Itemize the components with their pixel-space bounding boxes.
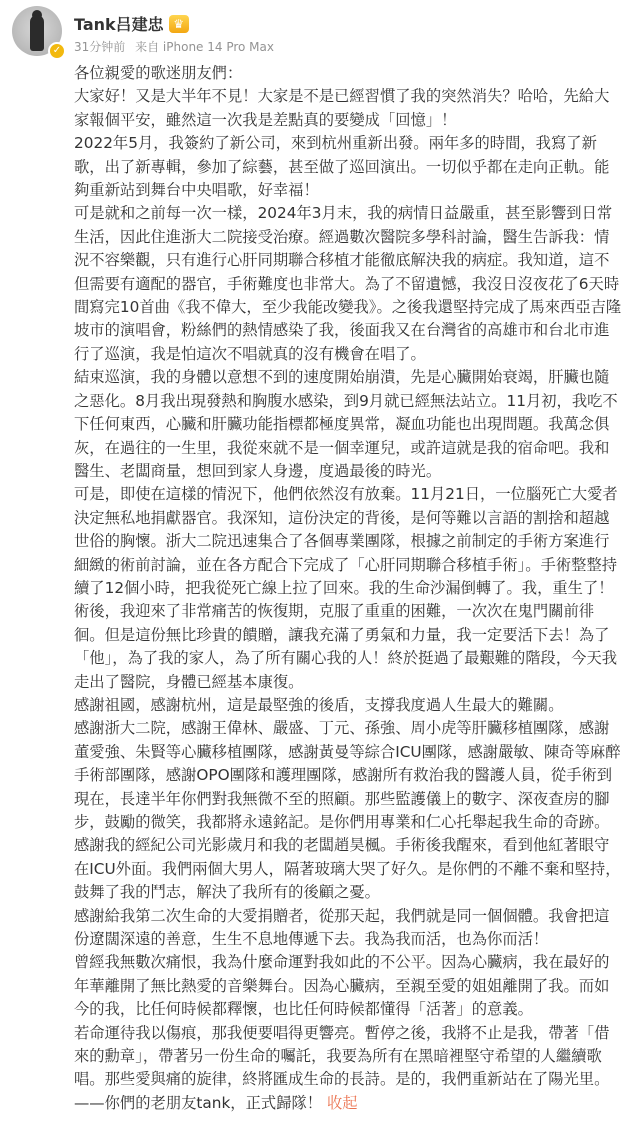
- paragraph: 感謝給我第二次生命的大愛捐贈者，從那天起，我們就是同一個個體。我會把這份遼闊深遠的善意，生生不息地傳遞下去。我為我而活，也為你而活！: [74, 906, 610, 949]
- post-header: [0, 0, 630, 62]
- paragraph: 感謝我的經紀公司光影歲月和我的老闆趙昊楓。手術後我醒來，看到他紅著眼守在ICU外面。我們兩個大男人，隔著玻璃大哭了好久。是你們的不離不棄和堅持，鼓舞了我的鬥志，解決了我所有的後顧之憂。: [74, 836, 621, 902]
- verified-badge-icon: ✓: [48, 42, 66, 60]
- post-source: 来自 iPhone 14 Pro Max: [135, 40, 274, 54]
- crown-badge-icon[interactable]: ♛: [169, 15, 189, 33]
- paragraph: 大家好！又是大半年不見！大家是不是已經習慣了我的突然消失？哈哈，先給大家報個平安，雖然這一次我是差點真的要變成「回憶」！: [74, 87, 610, 129]
- collapse-link[interactable]: 收起: [326, 1093, 358, 1112]
- paragraph: 若命運待我以傷痕，那我便要唱得更響亮。暫停之後，我將不止是我，帶著「借來的勳章」，帶著另一份生命的囑託，我要為所有在黑暗裡堅守希望的人繼續歌唱。那些愛與痛的旋律，終將匯成生命的長詩。是的，我們重新站在了陽光里。: [74, 1023, 610, 1089]
- paragraph: 感謝祖國，感謝杭州，這是最堅強的後盾，支撐我度過人生最大的難關。: [74, 695, 564, 714]
- paragraph: 術後，我迎來了非常痛苦的恢復期，克服了重重的困難，一次次在鬼門關前徘徊。但是這份無比珍貴的饋贈，讓我充滿了勇氣和力量，我一定要活下去！為了「他」，為了我的家人，為了所有關心我的人！終於挺過了最艱難的階段，今天我走出了醫院，身體已經基本康復。: [74, 602, 618, 691]
- paragraph-greeting: 各位親愛的歌迷朋友們：: [74, 64, 243, 82]
- paragraph: 2022年5月，我簽約了新公司，來到杭州重新出發。兩年多的時間，我寫了新歌，出了新專輯，參加了綜藝，甚至做了巡回演出。一切似乎都在走向正軌。能夠重新站到舞台中央唱歌，好幸福！: [74, 134, 610, 200]
- paragraph: 感謝浙大二院，感謝王偉林、嚴盛、丁元、孫強、周小虎等肝臟移植團隊，感謝董愛強、朱賢等心臟移植團隊，感謝黃曼等綜合ICU團隊，感謝嚴敏、陳奇等麻醉手術部團隊，感謝OPO團隊和護理團隊，感謝所有救治我的醫護人員，從手術到現在，長達半年你們對我無微不至的照顧。那些監護儀上的數字、深夜查房的腳步，鼓勵的微笑，我都將永遠銘記。是你們用專業和仁心托舉起我生命的奇跡。: [74, 719, 621, 831]
- paragraph: 可是就和之前每一次一樣，2024年3月末，我的病情日益嚴重，甚至影響到日常生活，因此住進浙大二院接受治療。經過數次醫院多學科討論，醫生告訴我：情況不容樂觀，只有進行心肝同期聯合移植才能徹底解決我的病症。我知道，這不但需要有適配的器官，手術難度也非常大。為了不留遺憾，我沒日沒夜花了6天時間寫完10首曲《我不偉大，至少我能改變我》。之後我還堅持完成了馬來西亞吉隆坡市的演唱會，粉絲們的熱情感染了我，後面我又在台灣省的高雄市和台北市進行了巡演，我是怕這次不唱就真的沒有機會在唱了。: [74, 204, 622, 363]
- avatar-figure: [30, 15, 44, 51]
- post-meta: [74, 38, 274, 55]
- post-time: 31分钟前: [74, 40, 126, 54]
- paragraph-signoff: [74, 1092, 622, 1115]
- post-body: [74, 62, 622, 1115]
- signoff-text: ——你們的老朋友tank，正式歸隊！: [74, 1093, 323, 1112]
- paragraph: 曾經我無數次痛恨，我為什麼命運對我如此的不公平。因為心臟病，我在最好的年華離開了無比熱愛的音樂舞台。因為心臟病，至親至愛的姐姐離開了我。而如今的我，比任何時候都釋懷，也比任何時候都懂得「活著」的意義。: [74, 953, 610, 1019]
- author-row: [74, 12, 189, 35]
- paragraph: 結束巡演，我的身體以意想不到的速度開始崩潰，先是心臟開始衰竭，肝臟也隨之惡化。8月我出現發熱和胸腹水感染，到9月就已經無法站立。11月初，我吃不下任何東西，心臟和肝臟功能指標都極度異常，凝血功能也出現問題。我萬念俱灰，在過往的一生里，我從來就不是一個幸運兒，或許這就是我的宿命吧。我和醫生、老闆商量，想回到家人身邊，度過最後的時光。: [74, 368, 618, 480]
- paragraph: 可是，即使在這樣的情況下，他們依然沒有放棄。11月21日，一位腦死亡大愛者決定無私地捐獻器官。我深知，這份決定的背後，是何等難以言語的割捨和超越世俗的胸懷。浙大二院迅速集合了各個專業團隊，根據之前制定的手術方案進行細緻的術前討論，並在各方配合下完成了「心肝同期聯合移植手術」。手術整整持續了12個小時，把我從死亡線上拉了回來。我的生命沙漏倒轉了。我，重生了！: [74, 485, 618, 597]
- author-name[interactable]: Tank吕建忠: [74, 15, 164, 34]
